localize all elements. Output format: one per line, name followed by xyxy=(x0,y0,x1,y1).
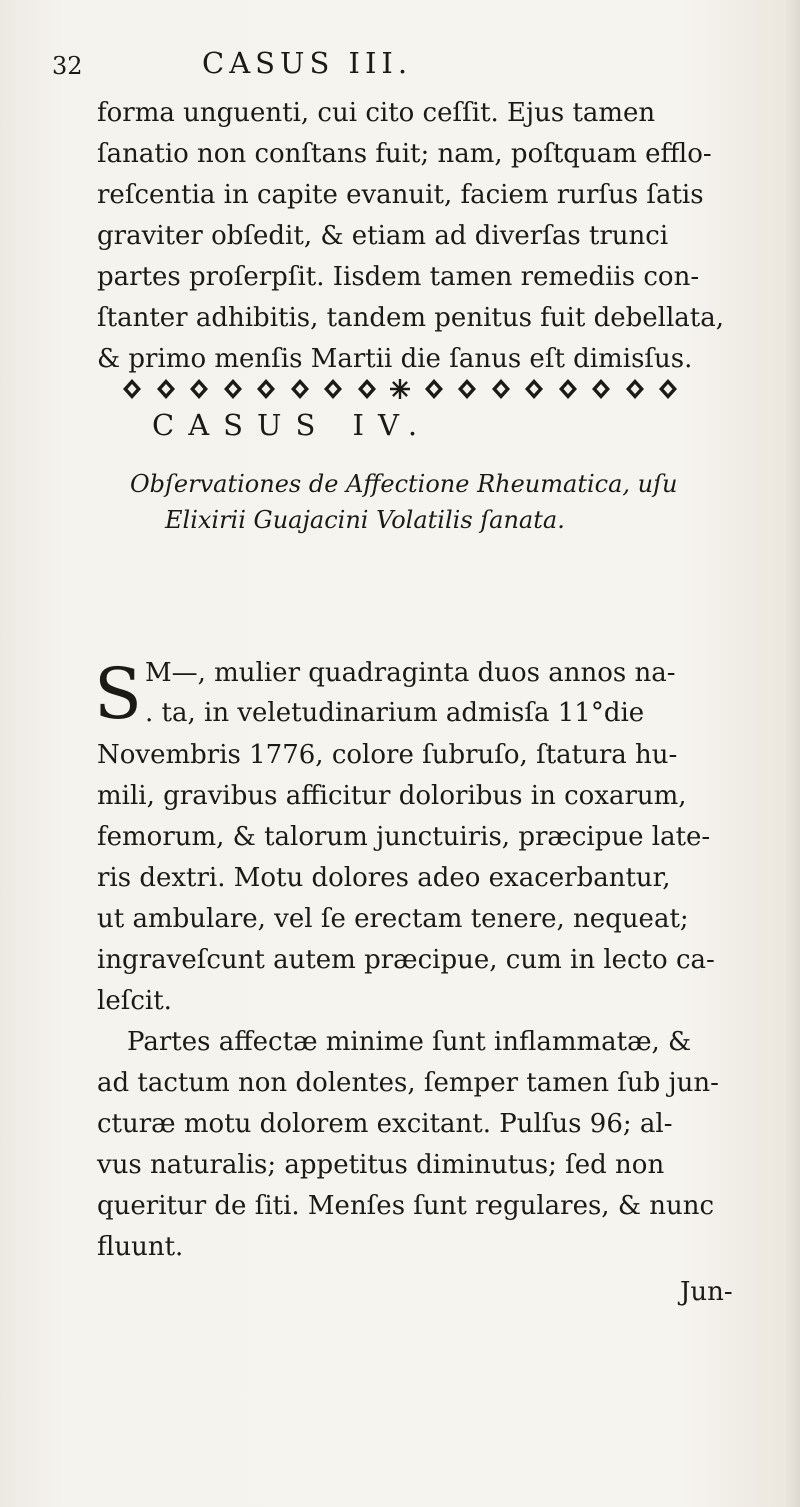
text-line: femorum, & talorum junctuiris, præcipue late- xyxy=(97,822,711,852)
text-line: fluunt. xyxy=(97,1232,184,1262)
diamond-ornament-icon xyxy=(355,377,379,401)
diamond-ornament-icon xyxy=(221,377,245,401)
diamond-ornament-icon xyxy=(254,377,278,401)
text-line: cturæ motu dolorem excitant. Pulſus 96; al- xyxy=(97,1109,673,1139)
page-header xyxy=(52,42,752,86)
text-line: & primo menſis Martii die ſanus eſt dimisſus. xyxy=(97,344,693,374)
page-number: 32 xyxy=(52,52,83,80)
text-line: ut ambulare, vel ſe erectam tenere, nequeat; xyxy=(97,904,689,934)
diamond-ornament-icon xyxy=(455,377,479,401)
diamond-ornament-icon xyxy=(522,377,546,401)
text-line: mili, gravibus afficitur doloribus in coxarum, xyxy=(97,781,687,811)
text-line: ris dextri. Motu dolores adeo exacerbantur, xyxy=(97,863,671,893)
diamond-ornament-icon xyxy=(187,377,211,401)
text-line: . ta, in veletudinarium admisſa 11°die xyxy=(145,698,645,728)
diamond-ornament-icon xyxy=(623,377,647,401)
text-line: leſcit. xyxy=(97,986,172,1016)
text-line: ſanatio non conſtans fuit; nam, poſtquam efflo- xyxy=(97,139,712,169)
diamond-ornament-icon xyxy=(556,377,580,401)
text-line: Partes affectæ minime ſunt inflammatæ, & xyxy=(127,1027,692,1057)
running-head: CASUS III. xyxy=(202,46,413,80)
section-subtitle-line-1: Obſervationes de Affectione Rheumatica, uſu xyxy=(130,470,678,498)
text-line: partes proſerpſit. Iisdem tamen remediis con- xyxy=(97,262,700,292)
section-subtitle-line-2: Elixirii Guajacini Volatilis ſanata. xyxy=(165,506,565,534)
diamond-ornament-icon xyxy=(154,377,178,401)
text-line: ſtanter adhibitis, tandem penitus fuit debellata, xyxy=(97,303,724,333)
diamond-ornament-icon xyxy=(120,377,144,401)
text-line: M—, mulier quadraginta duos annos na- xyxy=(145,658,676,688)
section-title: CASUS IV. xyxy=(152,408,432,442)
text-line: queritur de ſiti. Menſes ſunt regulares, & nunc xyxy=(97,1191,715,1221)
diamond-ornament-icon xyxy=(288,377,312,401)
text-line: reſcentia in capite evanuit, faciem rurſus ſatis xyxy=(97,180,704,210)
diamond-ornament-icon xyxy=(589,377,613,401)
asterisk-icon xyxy=(388,377,412,401)
diamond-ornament-icon xyxy=(321,377,345,401)
text-line: ingraveſcunt autem præcipue, cum in lecto ca- xyxy=(97,945,715,975)
catchword: Jun- xyxy=(680,1277,733,1307)
text-line: graviter obſedit, & etiam ad diverſas trunci xyxy=(97,221,669,251)
drop-cap-letter: S xyxy=(94,653,142,735)
page-edge-shadow xyxy=(784,0,800,1507)
text-line: forma unguenti, cui cito ceſſit. Ejus tamen xyxy=(97,98,656,128)
text-line: ad tactum non dolentes, ſemper tamen ſub jun- xyxy=(97,1068,719,1098)
text-line: vus naturalis; appetitus diminutus; ſed non xyxy=(97,1150,665,1180)
diamond-ornament-icon xyxy=(489,377,513,401)
decorative-ornament-rule xyxy=(120,374,680,404)
text-line: Novembris 1776, colore ſubruſo, ſtatura hu- xyxy=(97,740,678,770)
diamond-ornament-icon xyxy=(422,377,446,401)
diamond-ornament-icon xyxy=(656,377,680,401)
